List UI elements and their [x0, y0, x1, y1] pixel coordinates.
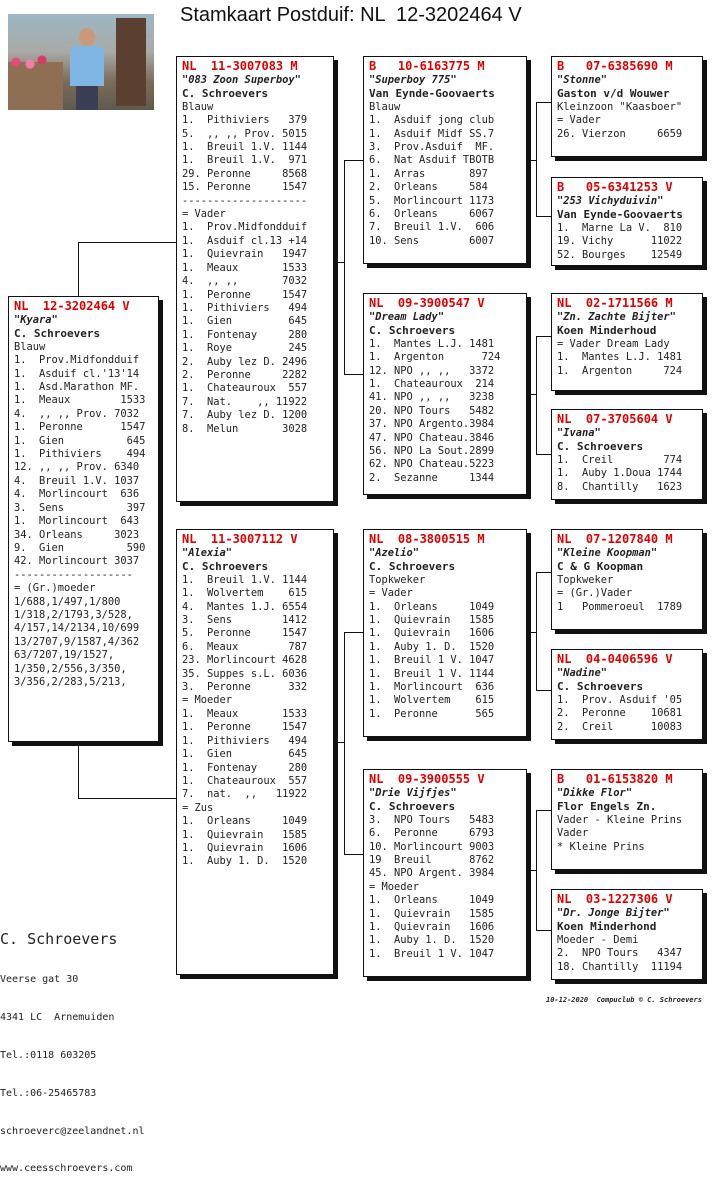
result-line: 1. Auby 1. D. 1520 [369, 934, 495, 947]
result-line: = Moeder [182, 694, 233, 707]
connector-line [334, 262, 345, 263]
result-line: 1. Prov. Asduif '05 [557, 693, 683, 706]
owner-name: C & G Koopman [557, 560, 644, 574]
ring-number: B 07-6385690 M [557, 59, 673, 73]
result-line: 1. Pithiviers 494 [182, 301, 308, 314]
pigeon-card-dam[interactable] [176, 529, 334, 975]
owner-name: C. Schroevers [14, 327, 101, 341]
result-line: 1/350,2/556,3/350, [14, 662, 127, 675]
result-line: 1. Breuil 1.V. 971 [182, 154, 308, 167]
result-line: 1. Quievrain 1585 [369, 614, 495, 627]
result-line: 1. Morlincourt 643 [14, 515, 140, 528]
result-line: 1. Peronne 1547 [182, 288, 308, 301]
pigeon-name: "Zn. Zachte Bijter" [557, 311, 676, 323]
result-line: 7. Nat. ,, 11922 [182, 395, 308, 408]
result-line: 19. Vichy 11022 [557, 235, 683, 248]
result-line: = Zus [182, 801, 214, 814]
connector-line [344, 160, 364, 161]
connector-line [536, 572, 552, 573]
result-line: 12. ,, ,, Prov. 6340 [14, 461, 140, 474]
pigeon-card-fff[interactable] [551, 56, 703, 157]
result-line: 56. NPO La Sout.2899 [369, 445, 495, 458]
pigeon-name: "Drie Vijfjes" [369, 787, 457, 799]
result-line: 1. Quievrain 1585 [182, 828, 308, 841]
owner-name: C. Schroevers [369, 800, 456, 814]
ring-number: B 10-6163775 M [369, 59, 485, 73]
result-line: 1. Asd.Marathon MF. [14, 381, 140, 394]
ring-number: NL 03-1227306 V [557, 892, 673, 906]
result-line: 1. Mantes L.J. 1481 [557, 351, 683, 364]
result-line: 45. NPO Argent. 3984 [369, 867, 495, 880]
connector-line [536, 102, 537, 216]
website-link[interactable]: www.ceesschroevers.com [0, 1163, 133, 1175]
result-line: 1. Orleans 1049 [369, 600, 495, 613]
result-line: 3. Sens 397 [14, 501, 146, 514]
result-line: * Kleine Prins [557, 840, 645, 853]
result-line: 1. Prov.Midfondduif [182, 221, 308, 234]
result-line: 37. NPO Argento.3984 [369, 418, 495, 431]
pigeon-card-sire-sire[interactable] [363, 56, 527, 264]
connector-line [344, 854, 364, 855]
result-line: 1. Gien 645 [182, 315, 308, 328]
result-line: = Vader [557, 114, 601, 127]
pigeon-name: "083 Zoon Superboy" [182, 74, 301, 86]
result-line: 1. Breuil 1 V. 1047 [369, 654, 495, 667]
result-line: 4. Morlincourt 636 [14, 488, 140, 501]
result-line: 1. Argenton 724 [369, 351, 501, 364]
result-line: 3/356,2/283,5/213, [14, 675, 127, 688]
result-line: 1. Argenton 724 [557, 364, 683, 377]
result-line: 15. Peronne 1547 [182, 181, 308, 194]
connector-line [78, 242, 178, 243]
ring-number: B 01-6153820 M [557, 772, 673, 786]
connector-line [536, 216, 552, 217]
pigeon-name: "Azelio" [369, 547, 420, 559]
result-line: 1. Fontenay 280 [182, 761, 308, 774]
result-line: 1. Meaux 1533 [182, 707, 308, 720]
result-line: 1. Wolvertem 615 [369, 694, 495, 707]
connector-line [527, 160, 537, 161]
result-line: 1. Pithiviers 494 [182, 734, 308, 747]
pigeon-name: "Kleine Koopman" [557, 547, 658, 559]
connector-line [527, 870, 537, 871]
result-line: 4/157,14/2134,10/699 [14, 622, 140, 635]
address-line: Veerse gat 30 [0, 974, 79, 986]
result-line: 1. Quievrain 1606 [369, 627, 495, 640]
result-line: 1. Arras 897 [369, 167, 488, 180]
result-line: 8. Melun 3028 [182, 422, 308, 435]
pigeon-name: "Superboy 775" [369, 74, 457, 86]
owner-name: C. Schroevers [557, 680, 644, 694]
result-line: 3. Sens 1412 [182, 614, 308, 627]
result-line: 2. Orleans 584 [369, 181, 488, 194]
connector-line [536, 810, 552, 811]
pigeon-card-mmf[interactable] [551, 769, 703, 870]
result-line: 12. NPO ,, ,, 3372 [369, 364, 495, 377]
result-line: 6. Nat Asduif TBOTB [369, 154, 495, 167]
connector-line [344, 632, 364, 633]
result-line: 18. Chantilly 11194 [557, 960, 683, 973]
ring-number: B 05-6341253 V [557, 180, 673, 194]
owner-photo [8, 14, 154, 110]
result-line: = Vader [369, 587, 413, 600]
pigeon-name: "Kyara" [14, 314, 58, 326]
ring-number: NL 09-3900555 V [369, 772, 485, 786]
result-line: 1. Quievrain 1606 [369, 921, 495, 934]
result-line: 20. NPO Tours 5482 [369, 404, 495, 417]
connector-line [344, 160, 345, 374]
pigeon-card-fmm[interactable] [551, 409, 703, 500]
result-line: 4. ,, ,, Prov. 7032 [14, 407, 140, 420]
connector-line [344, 374, 364, 375]
result-line: 1 Pommeroeul 1789 [557, 600, 683, 613]
result-line: 10. Sens 6007 [369, 234, 495, 247]
result-line: 19 Breuil 8762 [369, 854, 495, 867]
result-line: 47. NPO Chateau.3846 [369, 431, 495, 444]
result-line: 1. Meaux 1533 [14, 394, 146, 407]
connector-line [527, 394, 537, 395]
connector-line [536, 336, 537, 454]
result-line: Topkweker [369, 573, 426, 586]
pigeon-card-mmm[interactable] [551, 889, 703, 980]
connector-line [536, 102, 552, 103]
result-line: 1. Meaux 1533 [182, 261, 308, 274]
result-line: 5. ,, ,, Prov. 5015 [182, 127, 308, 140]
result-line: 2. Auby lez D. 2496 [182, 355, 308, 368]
result-line: = Vader Dream Lady [557, 337, 670, 350]
connector-line [536, 336, 552, 337]
result-line: 1. Marne La V. 810 [557, 221, 683, 234]
result-line: 3. Prov.Asduif MF. [369, 141, 495, 154]
connector-line [78, 798, 178, 799]
pigeon-card-dam-dam[interactable] [363, 769, 527, 977]
pigeon-name: "Ivana" [557, 427, 601, 439]
result-line: 35. Suppes s.L. 6036 [182, 667, 308, 680]
result-line: 4. ,, ,, 7032 [182, 275, 308, 288]
result-line: 1. Asduif cl.'13'14 [14, 367, 140, 380]
owner-name: C. Schroevers [0, 930, 118, 949]
result-line: 5. Peronne 1547 [182, 627, 308, 640]
result-line: 1. Pithiviers 379 [182, 114, 308, 127]
owner-name: Gaston v/d Wouwer [557, 87, 670, 101]
ring-number: NL 04-0406596 V [557, 652, 673, 666]
result-line: Moeder - Demi [557, 933, 639, 946]
ring-number: NL 12-3202464 V [14, 299, 130, 313]
result-line: 10. Morlincourt 9003 [369, 840, 495, 853]
result-line: Blauw [182, 100, 214, 113]
result-line: 1. Asduif Midf SS.7 [369, 127, 495, 140]
result-line: 1. Auby 1. D. 1520 [182, 855, 308, 868]
result-line: 8. Chantilly 1623 [557, 480, 683, 493]
result-line: 1. Quievrain 1585 [369, 907, 495, 920]
result-line: 2. Creil 10083 [557, 720, 683, 733]
result-line: Kleinzoon "Kaasboer" [557, 100, 683, 113]
owner-name: Van Eynde-Goovaerts [369, 87, 495, 101]
result-line: 1. Asduif jong club [369, 114, 495, 127]
result-line: 1. Mantes L.J. 1481 [369, 337, 495, 350]
result-line: 1. Peronne 1547 [182, 721, 308, 734]
pigeon-name: "Dream Lady" [369, 311, 445, 323]
result-line: 1. Morlincourt 636 [369, 681, 495, 694]
result-line: 1. Wolvertem 615 [182, 587, 308, 600]
page-title: Stamkaart Postduif: NL 12-3202464 V [180, 4, 522, 26]
result-line: 41. NPO ,, ,, 3238 [369, 391, 495, 404]
result-line: 52. Bourges 12549 [557, 248, 683, 261]
phone-line: Tel.:06-25465783 [0, 1087, 97, 1099]
result-line: 1. Roye 245 [182, 342, 308, 355]
result-line: 1. Quievrain 1947 [182, 248, 308, 261]
result-line: 1. Chateauroux 557 [182, 382, 308, 395]
result-line: 1/688,1/497,1/800 [14, 595, 121, 608]
ring-number: NL 11-3007083 M [182, 59, 298, 73]
pigeon-card-mfm[interactable] [551, 649, 703, 740]
result-line: 29. Peronne 8568 [182, 167, 308, 180]
pigeon-name: "Dikke Flor" [557, 787, 633, 799]
result-line: 5. Morlincourt 1173 [369, 194, 495, 207]
result-line: 3. NPO Tours 5483 [369, 813, 495, 826]
result-line: 2. Sezanne 1344 [369, 471, 495, 484]
result-line: 26. Vierzon 6659 [557, 127, 683, 140]
connector-line [536, 690, 552, 691]
pigeon-card-sire-dam[interactable] [363, 293, 527, 495]
phone-line: Tel.:0118 603205 [0, 1049, 97, 1061]
connector-line [78, 746, 79, 798]
owner-name: C. Schroevers [182, 87, 269, 101]
ring-number: NL 09-3900547 V [369, 296, 485, 310]
result-line: 7. Breuil 1.V. 606 [369, 221, 495, 234]
result-line: 1. Auby 1. D. 1520 [369, 640, 495, 653]
result-line: 1. Breuil 1.V. 1144 [182, 141, 308, 154]
result-line: 1. Chateauroux 214 [369, 378, 495, 391]
pigeon-name: "Dr. Jonge Bijter" [557, 907, 670, 919]
pigeon-card-main[interactable] [8, 296, 159, 742]
result-line: 2. Peronne 2282 [182, 368, 308, 381]
result-line: 23. Morlincourt 4628 [182, 654, 308, 667]
connector-line [334, 742, 345, 743]
result-line: Topkweker [557, 573, 614, 586]
result-line: 42. Morlincourt 3037 [14, 555, 140, 568]
result-line: 34. Orleans 3023 [14, 528, 140, 541]
result-line: = Moeder [369, 880, 420, 893]
connector-line [536, 572, 537, 690]
result-line: 1. Gien 645 [14, 434, 146, 447]
result-line: 7. Auby lez D. 1200 [182, 409, 308, 422]
email-link[interactable]: schroeverc@zeelandnet.nl [0, 1125, 145, 1137]
pigeon-card-fmf[interactable] [551, 293, 703, 391]
connector-line [536, 454, 552, 455]
pigeon-card-ffm[interactable] [551, 177, 703, 266]
owner-name: C. Schroevers [369, 560, 456, 574]
pigeon-card-dam-sire[interactable] [363, 529, 527, 737]
result-line: 2. NPO Tours 4347 [557, 947, 683, 960]
connector-line [344, 632, 345, 854]
result-line: 1. Breuil 1 V. 1144 [369, 667, 495, 680]
pigeon-card-sire[interactable] [176, 56, 334, 502]
result-line: 3. Peronne 332 [182, 681, 308, 694]
result-line: Vader - Kleine Prins [557, 813, 683, 826]
result-line: 7. nat. ,, 11922 [182, 788, 308, 801]
result-line: 1. Prov.Midfondduif [14, 354, 140, 367]
owner-name: C. Schroevers [557, 440, 644, 454]
result-line: Blauw [369, 100, 401, 113]
owner-address [0, 904, 145, 1188]
result-line: 1. Auby 1.Doua 1744 [557, 467, 683, 480]
result-line: 1. Peronne 1547 [14, 421, 146, 434]
owner-name: Van Eynde-Goovaerts [557, 208, 683, 222]
result-line: ------------------- [14, 568, 133, 581]
ring-number: NL 11-3007112 V [182, 532, 298, 546]
connector-line [78, 242, 79, 298]
result-line: 4. Breuil 1.V. 1037 [14, 474, 140, 487]
result-line: 1. Breuil 1.V. 1144 [182, 573, 308, 586]
result-line: 6. Meaux 787 [182, 640, 308, 653]
result-line: 1. Peronne 565 [369, 707, 495, 720]
result-line: 1. Pithiviers 494 [14, 448, 146, 461]
result-line: 13/2707,9/1587,4/362 [14, 635, 140, 648]
owner-name: C. Schroevers [182, 560, 269, 574]
pigeon-name: "253 Vichyduivin" [557, 195, 664, 207]
pigeon-name: "Nadine" [557, 667, 608, 679]
result-line: 63/7207,19/1527, [14, 649, 115, 662]
owner-name: Koen Minderhond [557, 920, 657, 934]
result-line: 1. Creil 774 [557, 453, 683, 466]
result-line: 1. Chateauroux 557 [182, 774, 308, 787]
connector-line [536, 930, 552, 931]
result-line: 2. Peronne 10681 [557, 707, 683, 720]
owner-name: Flor Engels Zn. [557, 800, 657, 814]
result-line: 9. Gien 590 [14, 541, 146, 554]
result-line: = (Gr.)moeder [14, 582, 96, 595]
ring-number: NL 02-1711566 M [557, 296, 673, 310]
connector-line [527, 632, 537, 633]
address-line: 4341 LC Arnemuiden [0, 1012, 115, 1024]
result-line: 62. NPO Chateau.5223 [369, 458, 495, 471]
result-line: 4. Mantes 1.J. 6554 [182, 600, 308, 613]
result-line: 1/318,2/1793,3/528, [14, 608, 133, 621]
result-line: 1. Orleans 1049 [182, 815, 308, 828]
result-line: 1. Gien 645 [182, 748, 308, 761]
result-line: = Vader [182, 208, 226, 221]
result-line: 1. Quievrain 1606 [182, 841, 308, 854]
result-line: = (Gr.)Vader [557, 587, 633, 600]
result-line: 1. Breuil 1 V. 1047 [369, 947, 495, 960]
result-line: 6. Orleans 6067 [369, 208, 495, 221]
pigeon-card-mff[interactable] [551, 529, 703, 630]
ring-number: NL 07-1207840 M [557, 532, 673, 546]
result-line: Vader [557, 827, 589, 840]
owner-name: C. Schroevers [369, 324, 456, 338]
result-line: -------------------- [182, 194, 308, 207]
result-line: 1. Fontenay 280 [182, 328, 308, 341]
result-line: 1. Orleans 1049 [369, 894, 495, 907]
owner-name: Koen Minderhoud [557, 324, 657, 338]
pigeon-name: "Alexia" [182, 547, 233, 559]
ring-number: NL 07-3705604 V [557, 412, 673, 426]
ring-number: NL 08-3800515 M [369, 532, 485, 546]
result-line: Blauw [14, 340, 46, 353]
pigeon-name: "Stonne" [557, 74, 608, 86]
result-line: 1. Asduif cl.13 +14 [182, 234, 308, 247]
print-footnote: 10-12-2020 Compuclub © C. Schroevers [546, 996, 702, 1004]
result-line: 6. Peronne 6793 [369, 827, 495, 840]
